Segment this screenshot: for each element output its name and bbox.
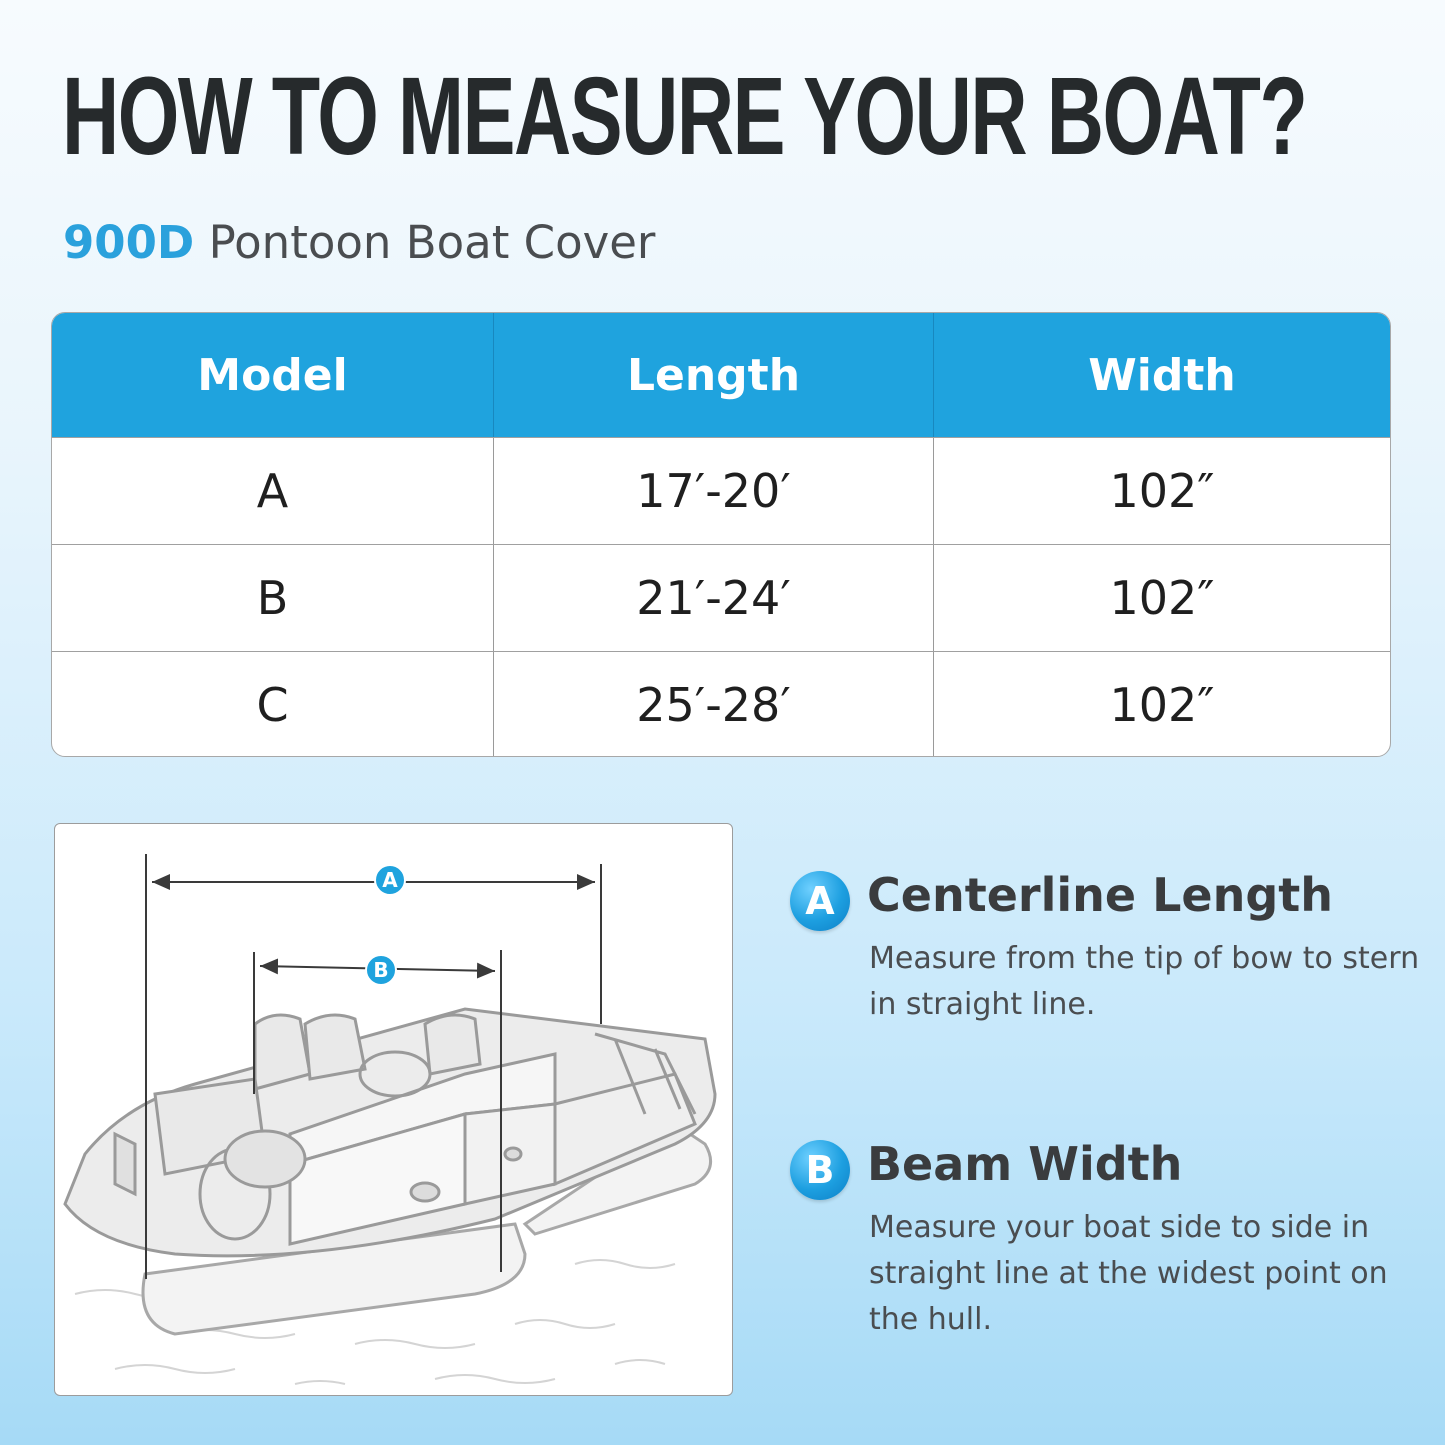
cell-width: 102″	[933, 545, 1390, 651]
label-b-text: B	[373, 958, 389, 982]
measure-label-a	[375, 865, 405, 895]
badge-a: A	[790, 871, 850, 931]
measure-label-b	[366, 955, 396, 985]
table-row	[52, 437, 1390, 544]
subtitle-text: Pontoon Boat Cover	[208, 216, 656, 269]
page-subtitle	[63, 216, 655, 269]
cell-width: 102″	[933, 652, 1390, 757]
pontoon-boat-illustration	[55, 824, 733, 1396]
cell-length: 21′-24′	[493, 545, 933, 651]
table-header-row	[52, 313, 1390, 437]
page-title: HOW TO MEASURE YOUR BOAT?	[62, 55, 1307, 178]
centerline-length-title: Centerline Length	[867, 868, 1333, 922]
table-row	[52, 544, 1390, 651]
cell-model: B	[256, 571, 289, 625]
beam-width-title: Beam Width	[867, 1137, 1183, 1191]
header-length: Length	[493, 313, 933, 437]
cell-length: 17′-20′	[493, 438, 933, 544]
centerline-length-description: Measure from the tip of bow to stern in straight line.	[869, 941, 1420, 1022]
boat-measurement-diagram	[54, 823, 733, 1396]
badge-b: B	[790, 1140, 850, 1200]
size-table	[51, 312, 1391, 757]
cell-width: 102″	[933, 438, 1390, 544]
subtitle-accent: 900D	[63, 216, 195, 269]
cell-model: C	[256, 677, 289, 732]
cell-model: A	[256, 464, 289, 518]
table-row	[52, 651, 1390, 757]
label-a-text: A	[382, 868, 398, 892]
cell-length: 25′-28′	[493, 652, 933, 757]
header-model: Model	[197, 349, 348, 401]
header-width: Width	[933, 313, 1390, 437]
beam-width-description: Measure your boat side to side in straight line at the widest point on the hull.	[869, 1210, 1388, 1337]
